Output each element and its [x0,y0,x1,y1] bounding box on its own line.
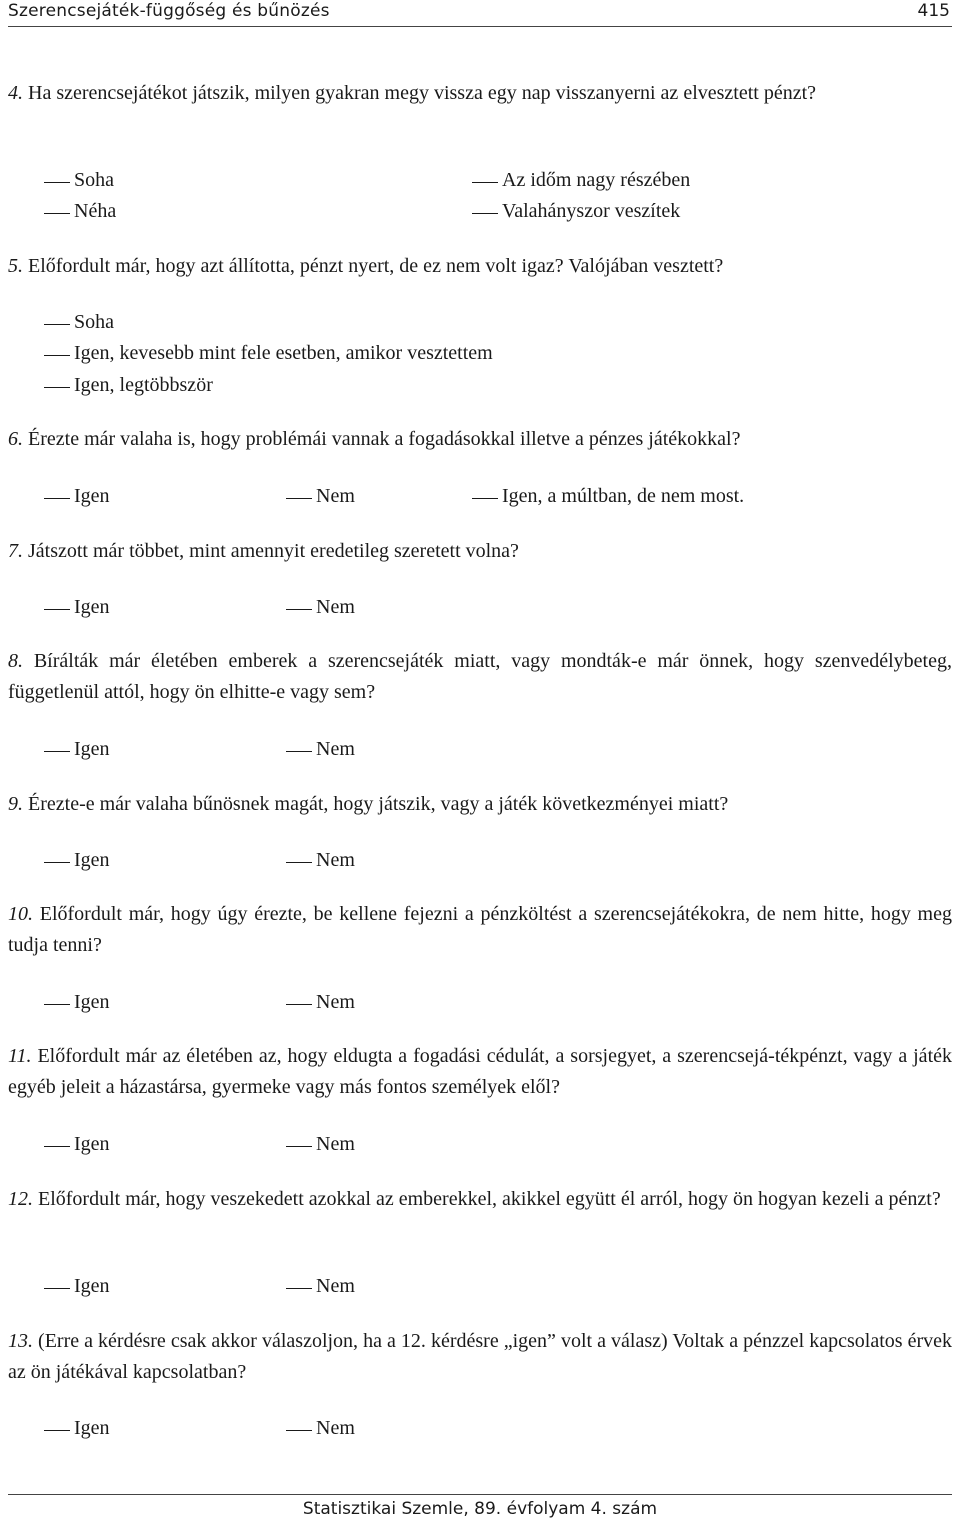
journal-citation: Statisztikai Szemle, 89. évfolyam 4. szám [302,1499,658,1519]
question-number: 9. [8,793,23,815]
question-number: 11. [8,1045,32,1067]
answer-blank[interactable] [472,181,498,183]
question-text: Érezte már valaha is, hogy problémái vannak a fogadásokkal illetve a pénzes játékokkal? [23,428,741,450]
answer-option[interactable] [44,848,110,872]
answer-blank[interactable] [286,1003,312,1005]
question-text: Előfordult már, hogy veszekedett azokkal az emberekkel, akikkel együtt él arról, hogy ön hogyan kezeli a pénzt? [33,1188,941,1210]
question-number: 8. [8,650,23,672]
question-text: Előfordult már, hogy úgy érezte, be kellene fejezni a pénzköltést a szerencsejátékokra, de nem hitte, hogy meg tudja tenni? [8,903,952,956]
answer-option[interactable] [286,990,355,1014]
option-label: Valahányszor veszítek [502,200,681,222]
answer-blank[interactable] [44,497,70,499]
question-number: 7. [8,540,23,562]
answer-blank[interactable] [44,181,70,183]
answer-option[interactable] [286,1416,355,1440]
question-6 [8,424,952,455]
question-13 [8,1326,952,1388]
answer-blank[interactable] [44,1145,70,1147]
answer-option[interactable] [44,484,110,508]
answer-option[interactable] [44,199,116,223]
option-label: Igen, kevesebb mint fele esetben, amikor vesztettem [74,342,493,364]
answer-option[interactable] [286,484,355,508]
option-label: Igen [74,738,110,760]
answer-blank[interactable] [44,1429,70,1431]
answer-option[interactable] [44,1416,110,1440]
answer-blank[interactable] [472,497,498,499]
page-number: 415 [917,1,950,21]
question-4 [8,78,952,109]
option-label: Igen [74,991,110,1013]
question-10 [8,899,952,961]
answer-blank[interactable] [44,1003,70,1005]
answer-option[interactable] [44,595,110,619]
answer-option[interactable] [44,1132,110,1156]
answer-blank[interactable] [472,212,498,214]
question-number: 12. [8,1188,33,1210]
question-11 [8,1041,952,1103]
question-text: Játszott már többet, mint amennyit eredetileg szeretett volna? [23,540,519,562]
answer-option[interactable] [44,310,114,334]
question-number: 4. [8,82,23,104]
answer-option[interactable] [44,373,213,397]
answer-blank[interactable] [44,386,70,388]
answer-blank[interactable] [286,497,312,499]
answer-option[interactable] [44,990,110,1014]
answer-option[interactable] [44,168,114,192]
answer-option[interactable] [286,1132,355,1156]
question-8 [8,646,952,708]
answer-blank[interactable] [44,354,70,356]
option-label: Nem [316,1133,355,1155]
question-text: Bírálták már életében emberek a szerencsejáték miatt, vagy mondták-e már önnek, hogy szenvedélybeteg, függetlenül attól, hogy ön elhitte-e vagy sem? [8,650,952,703]
option-label: Nem [316,991,355,1013]
question-number: 10. [8,903,33,925]
option-label: Nem [316,738,355,760]
question-number: 5. [8,255,23,277]
option-label: Az időm nagy részében [502,169,691,191]
answer-option[interactable] [286,848,355,872]
answer-option[interactable] [286,595,355,619]
page-header [8,0,952,27]
answer-option[interactable] [44,341,493,365]
option-label: Igen, a múltban, de nem most. [502,485,745,507]
page-footer [8,1494,952,1523]
option-label: Soha [74,169,114,191]
question-text: Előfordult már, hogy azt állította, pénzt nyert, de ez nem volt igaz? Valójában vesztett? [23,255,724,277]
question-12 [8,1184,952,1215]
answer-blank[interactable] [44,608,70,610]
question-5 [8,251,952,282]
answer-option[interactable] [44,737,110,761]
option-label: Nem [316,485,355,507]
option-label: Igen, legtöbbször [74,374,213,396]
option-label: Igen [74,485,110,507]
answer-option[interactable] [472,168,690,192]
question-9 [8,789,952,820]
answer-blank[interactable] [286,861,312,863]
answer-blank[interactable] [44,750,70,752]
answer-option[interactable] [44,1274,110,1298]
option-label: Nem [316,596,355,618]
option-label: Soha [74,311,114,333]
answer-blank[interactable] [286,1429,312,1431]
answer-blank[interactable] [44,212,70,214]
answer-blank[interactable] [44,323,70,325]
option-label: Igen [74,596,110,618]
option-label: Néha [74,200,117,222]
question-text: Érezte-e már valaha bűnösnek magát, hogy játszik, vagy a játék következményei miatt? [23,793,729,815]
answer-blank[interactable] [286,1287,312,1289]
answer-blank[interactable] [286,750,312,752]
question-7 [8,536,952,567]
running-title: Szerencsejáték-függőség és bűnözés [8,1,330,21]
option-label: Nem [316,849,355,871]
answer-option[interactable] [286,737,355,761]
answer-blank[interactable] [44,1287,70,1289]
option-label: Igen [74,1275,110,1297]
answer-blank[interactable] [44,861,70,863]
question-text: Előfordult már az életében az, hogy eldugta a fogadási cédulát, a sorsjegyet, a szerencsejá-tékpénzt, vagy a játék egyéb jeleit a házastársa, gyermeke vagy más fontos személyek elől? [8,1045,952,1098]
answer-option[interactable] [472,199,680,223]
option-label: Igen [74,1417,110,1439]
answer-option[interactable] [286,1274,355,1298]
question-text: (Erre a kérdésre csak akkor válaszoljon, ha a 12. kérdésre „igen” volt a válasz) Voltak a pénzzel kapcsolatos érvek az ön játékával kapcsolatban? [8,1330,952,1383]
answer-blank[interactable] [286,608,312,610]
answer-option[interactable] [472,484,744,508]
question-number: 6. [8,428,23,450]
option-label: Igen [74,1133,110,1155]
question-text: Ha szerencsejátékot játszik, milyen gyakran megy vissza egy nap visszanyerni az elvesztett pénzt? [23,82,817,104]
question-number: 13. [8,1330,33,1352]
answer-blank[interactable] [286,1145,312,1147]
option-label: Nem [316,1417,355,1439]
option-label: Igen [74,849,110,871]
option-label: Nem [316,1275,355,1297]
